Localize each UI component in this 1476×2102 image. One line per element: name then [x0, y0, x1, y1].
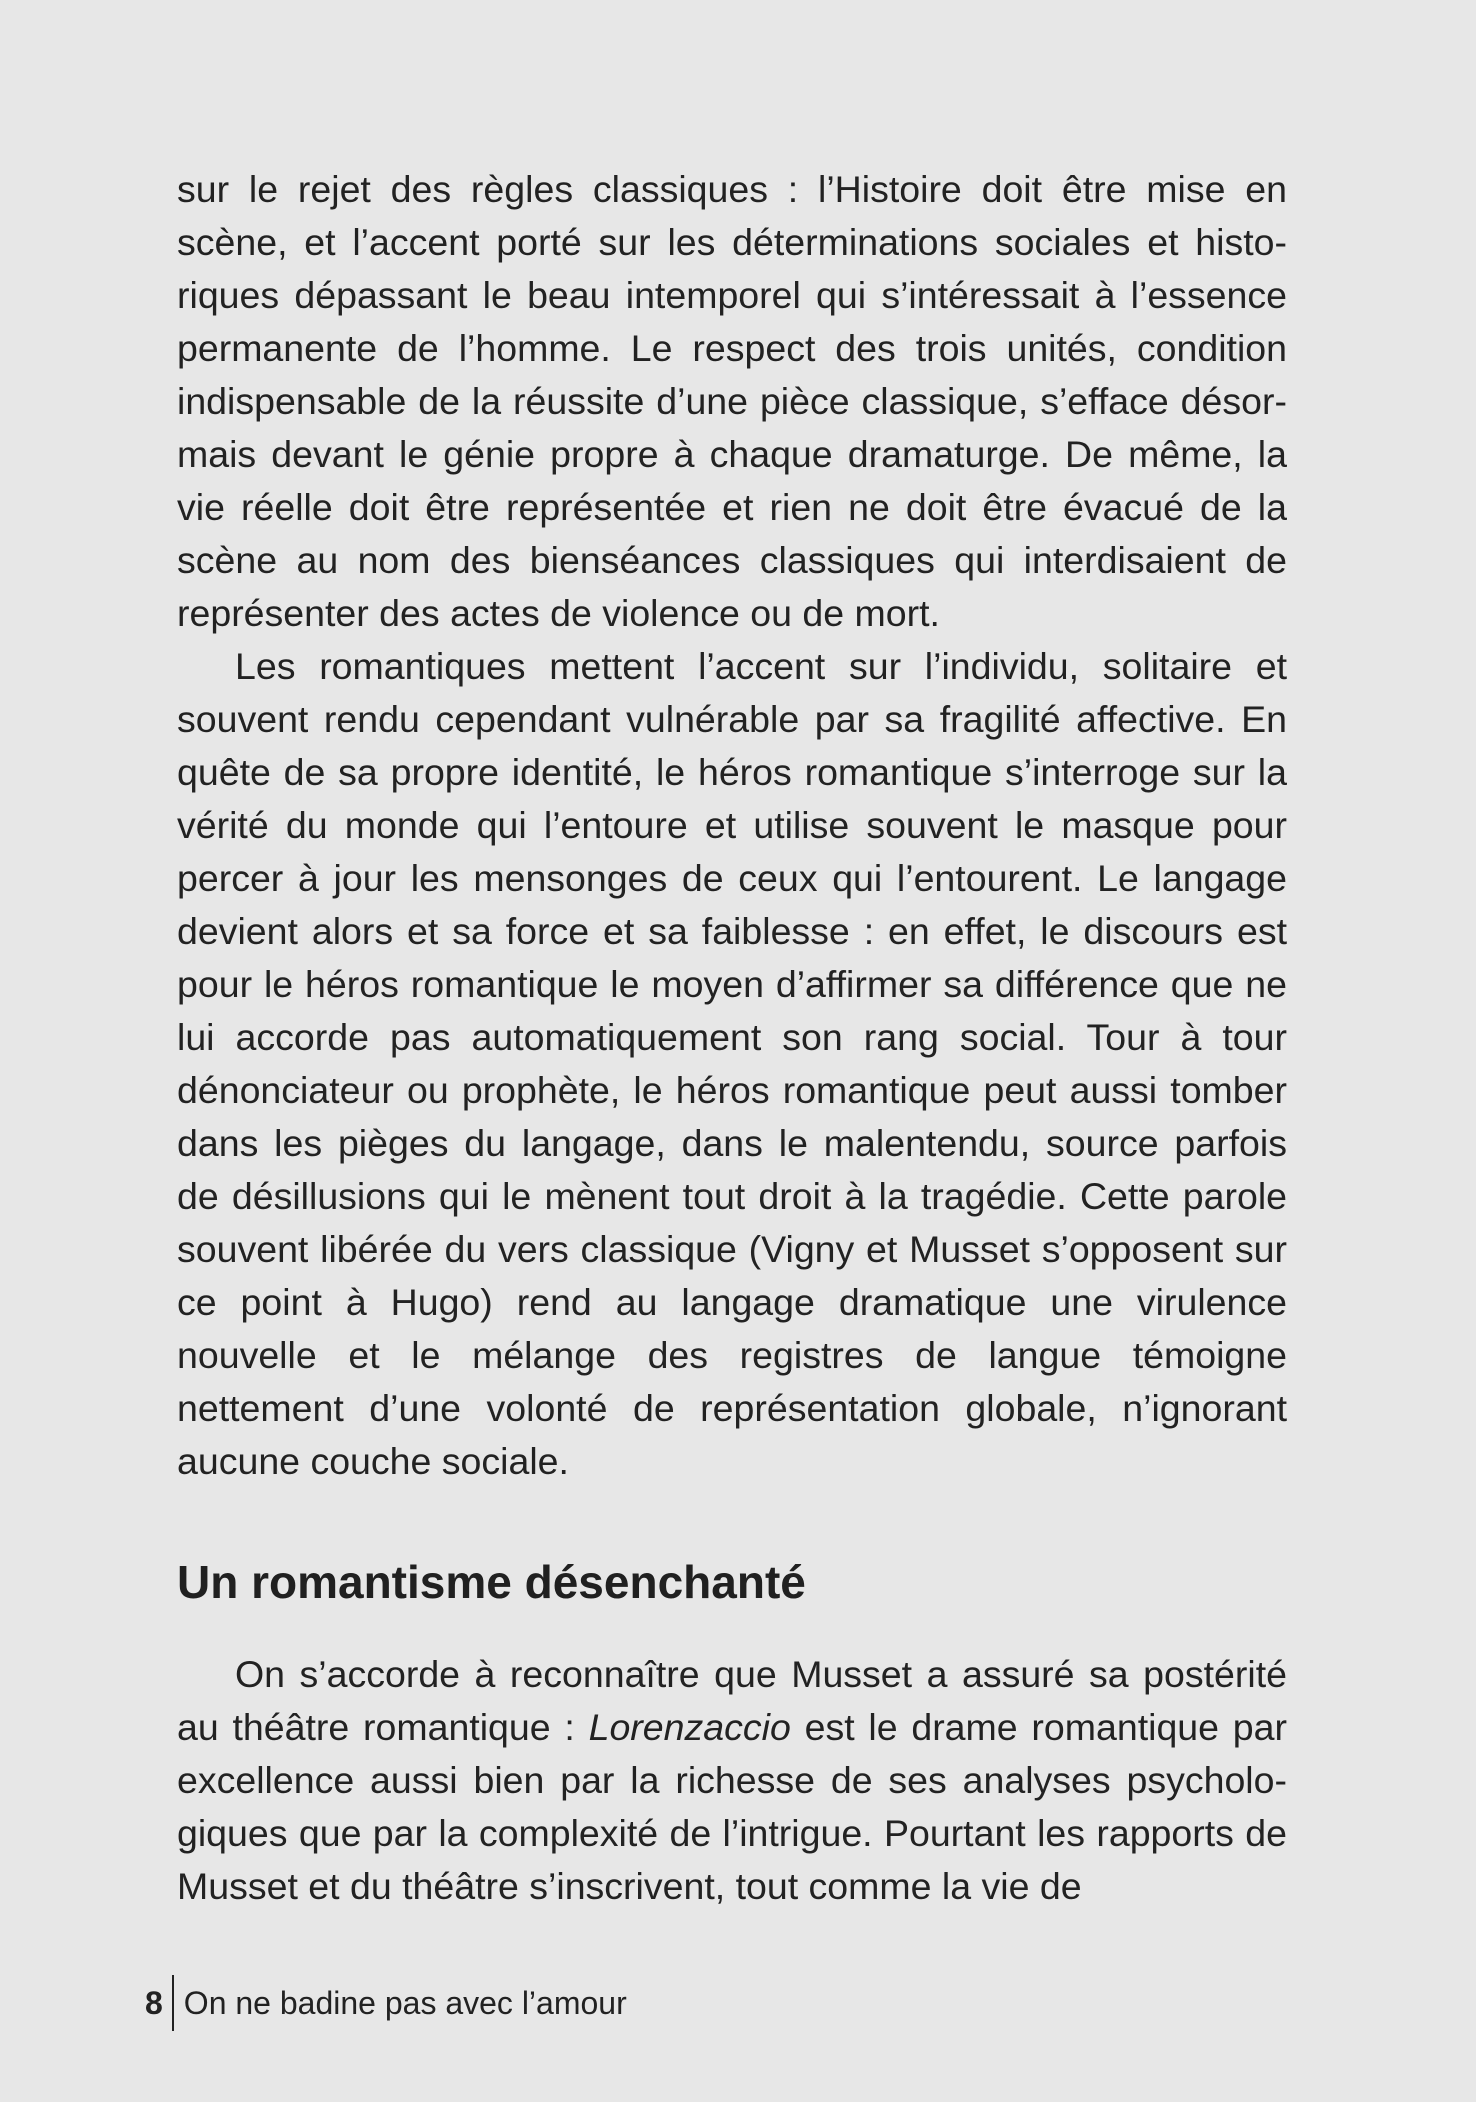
paragraph-text: On s’accorde à reconnaître que Musset a assuré sa postérité au théâtre romantique : [177, 1653, 1287, 1748]
section-heading: Un romantisme désenchanté [177, 1556, 806, 1608]
body-paragraph: sur le rejet des règles classiques : l’Histoire doit être mise en scène, et l’accent porté sur les déterminations sociales et historiques dépassant le beau intemporel qui s’intéressait à l’essence permanente de l’homme. Le respect des trois unités, condition indispensable de la réussite d’une pièce classique, s’efface désormais devant le génie propre à chaque dramaturge. De même, la vie réelle doit être représentée et rien ne doit être évacué de la scène au nom des bienséances classiques qui interdisaient de représenter des actes de violence ou de mort. [177, 168, 1287, 634]
paragraph-text: est le drame romantique par excellence aussi bien par la richesse de ses analyses psychologiques que par la complexité de l’intrigue. Pourtant les rapports de Musset et du théâtre s’inscrivent, tout comme la vie de [177, 1706, 1287, 1907]
page-number: 8 [145, 1984, 163, 2021]
section-paragraph [177, 1648, 1287, 1913]
work-title: Lorenzaccio [588, 1706, 791, 1748]
body-paragraph: Les romantiques mettent l’accent sur l’individu, solitaire et souvent rendu cependant vulnérable par sa fragilité affective. En quête de sa propre identité, le héros romantique s’interroge sur la vérité du monde qui l’entoure et utilise souvent le masque pour percer à jour les mensonges de ceux qui l’entourent. Le langage devient alors et sa force et sa faiblesse : en effet, le discours est pour le héros romantique le moyen d’affirmer sa différence que ne lui accorde pas automatiquement son rang social. Tour à tour dénonciateur ou prophète, le héros romantique peut aussi tomber dans les pièges du langage, dans le malentendu, source parfois de désillusions qui le mènent tout droit à la tragédie. Cette parole souvent libérée du vers classique (Vigny et Musset s’opposent sur ce point à Hugo) rend au langage dramatique une virulence nouvelle et le mélange des registres de langue témoigne nettement d’une volonté de représentation globale, n’ignorant aucune couche sociale. [177, 645, 1287, 1482]
running-title: On ne badine pas avec l’amour [183, 1984, 627, 2021]
page-footer [145, 1975, 627, 2031]
footer-divider [172, 1975, 174, 2031]
page-body [177, 163, 1287, 1913]
